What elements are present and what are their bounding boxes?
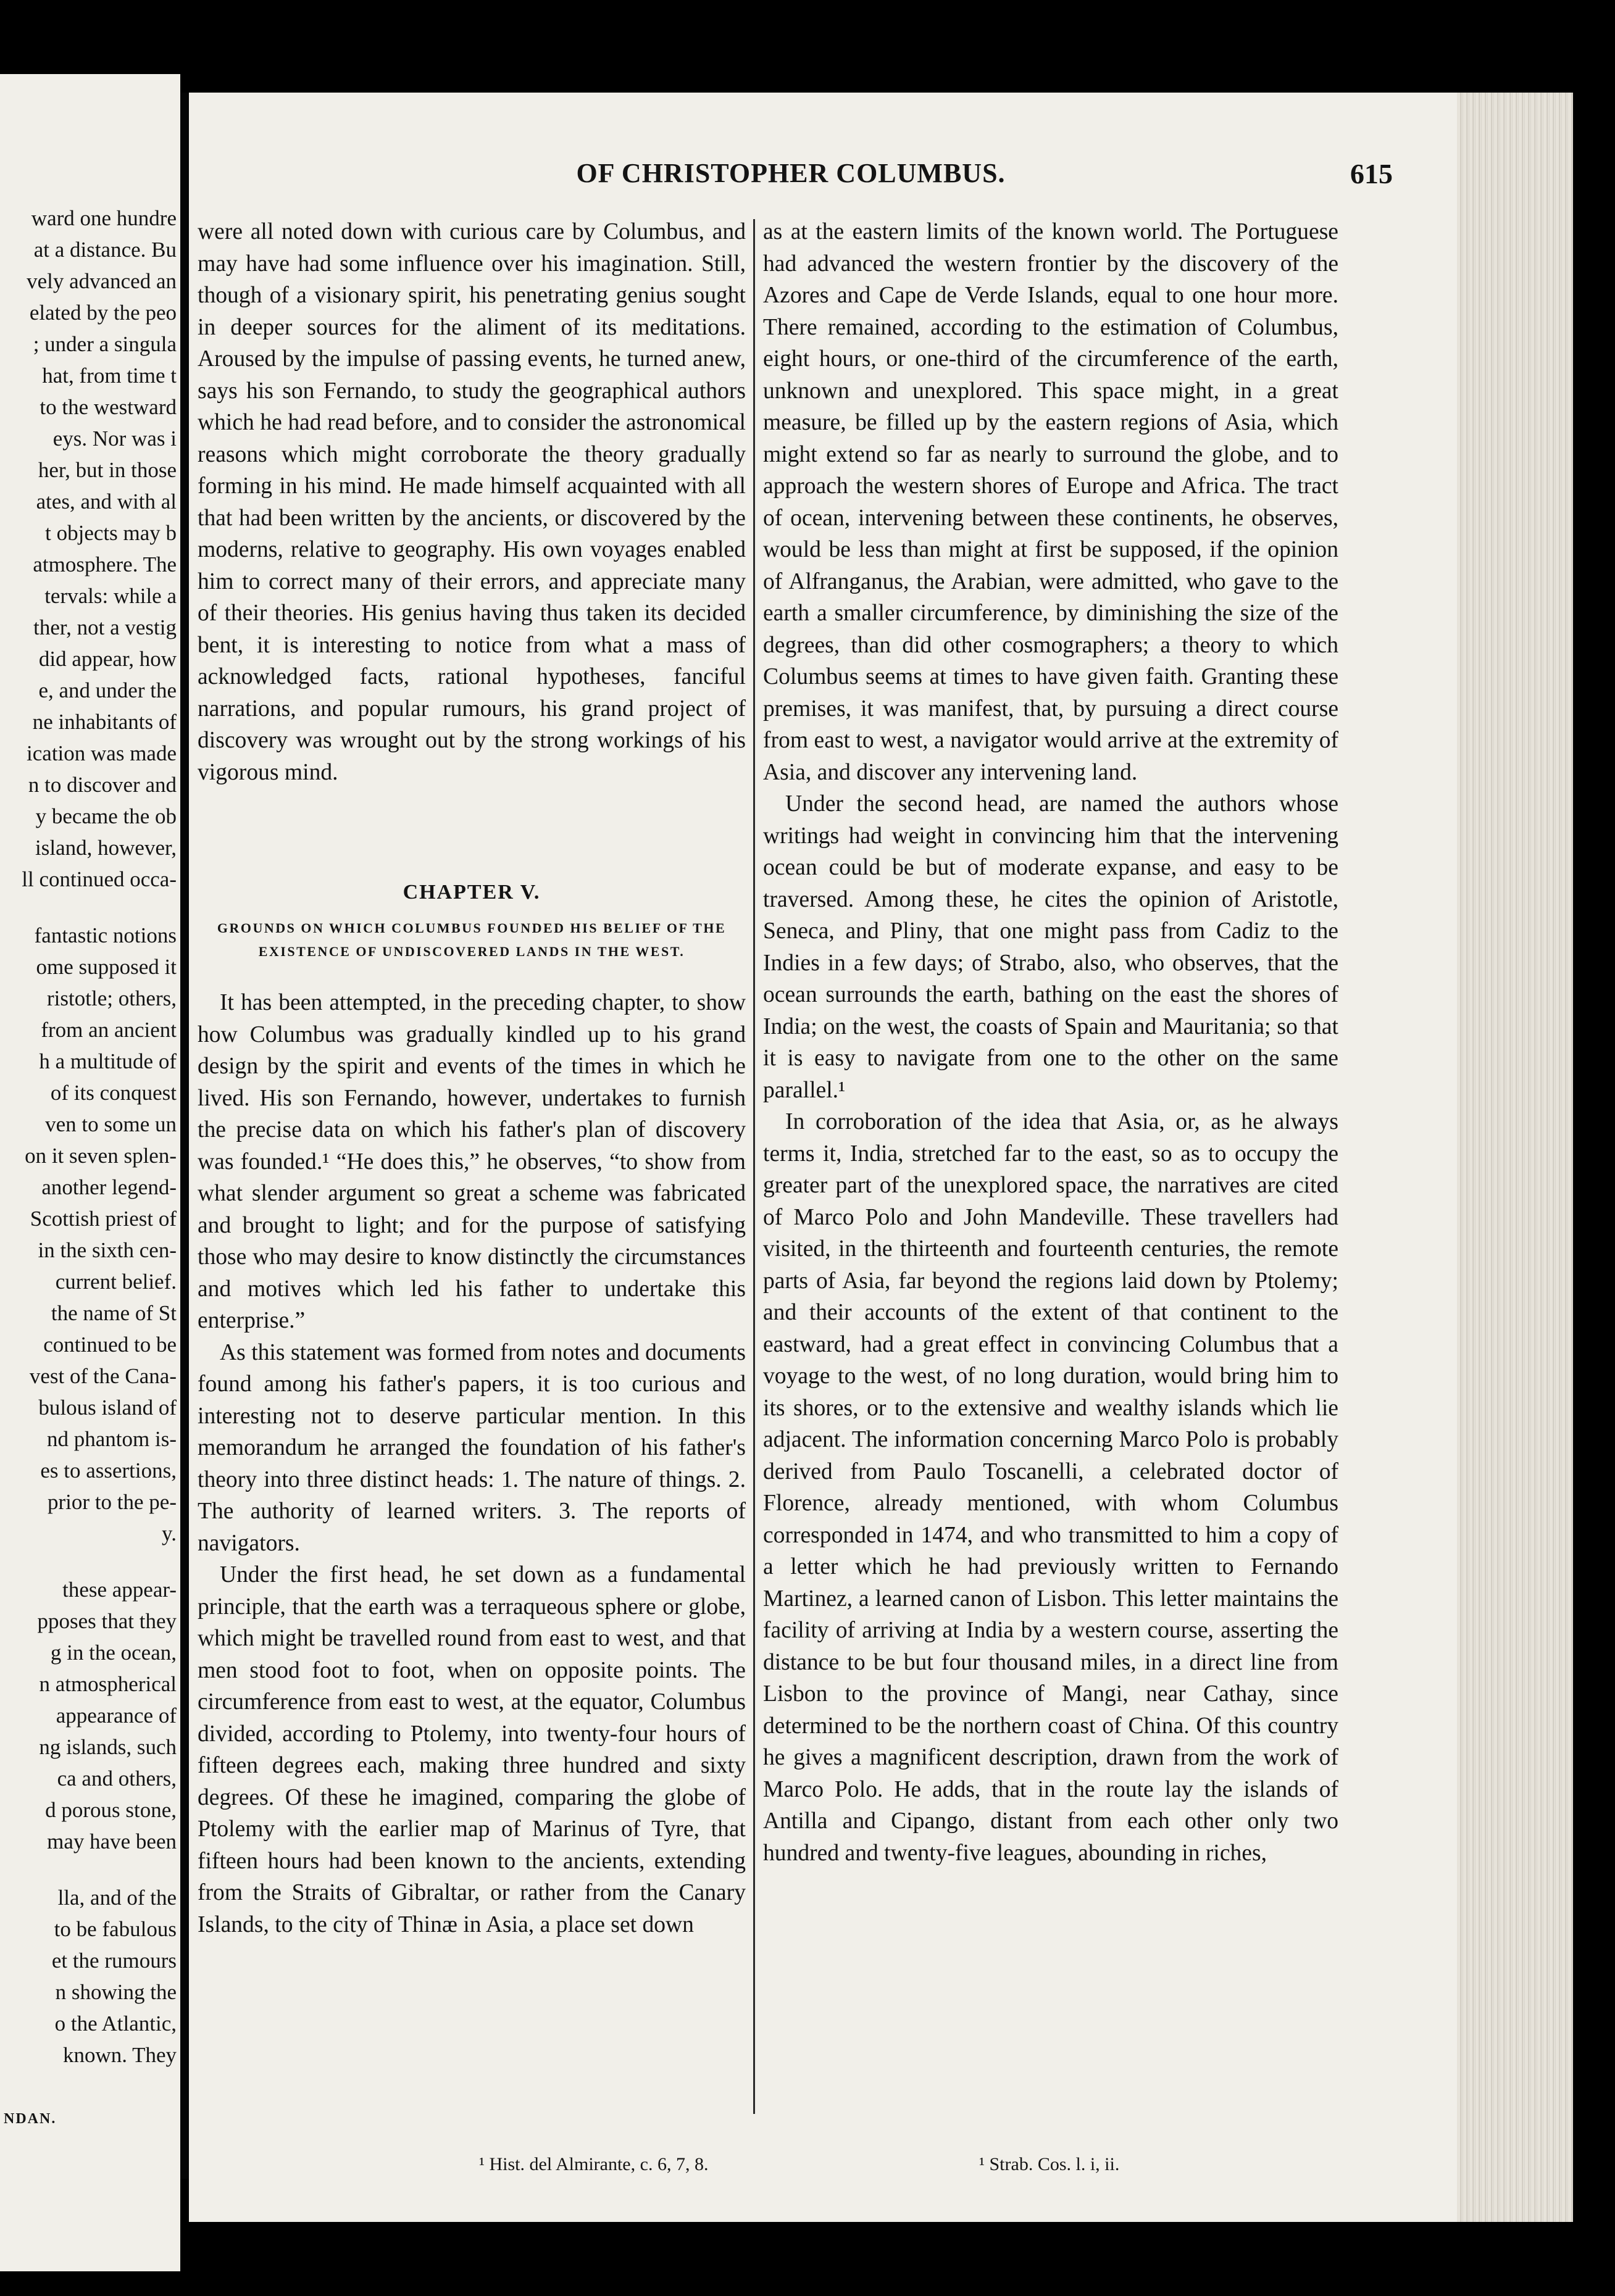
facing-line: n atmospherical bbox=[39, 1672, 177, 1696]
facing-line: from an ancient bbox=[41, 1018, 177, 1042]
facing-line: e, and under the bbox=[38, 678, 177, 702]
facing-line: at a distance. Bu bbox=[33, 238, 177, 262]
facing-line: these appear- bbox=[62, 1578, 177, 1602]
facing-line: continued to be bbox=[43, 1333, 177, 1357]
left-column bbox=[198, 216, 746, 1940]
facing-line: hat, from time t bbox=[42, 364, 177, 388]
facing-line: of its conquest bbox=[50, 1081, 177, 1105]
facing-line: current belief. bbox=[55, 1270, 177, 1294]
facing-line: bulous island of bbox=[38, 1395, 177, 1420]
chapter-summary: GROUNDS ON WHICH COLUMBUS FOUNDED HIS BELIEF OF THE EXISTENCE OF UNDISCOVERED LANDS IN THE WEST. bbox=[217, 920, 727, 959]
facing-line: island, however, bbox=[35, 836, 177, 860]
facing-line: did appear, how bbox=[38, 647, 177, 671]
facing-line: g in the ocean, bbox=[50, 1641, 177, 1665]
facing-line: fantastic notions bbox=[34, 923, 177, 947]
page-edges bbox=[1457, 93, 1573, 2222]
facing-line: y. bbox=[162, 1521, 177, 1545]
running-head bbox=[189, 157, 1393, 194]
facing-line: to the westward bbox=[40, 395, 177, 419]
paragraph: as at the eastern limits of the known world. The Portuguese had advanced the western frontier by the discovery of the Azores and Cape de Verde Islands, equal to one hour more. There remained, according to the estimation of Columbus, eight hours, or one-third of the circumference of the earth, unknown and unexplored. This space might, in a great measure, be filled up by the eastern regions of Asia, which might extend so far as nearly to surround the globe, and to approach the western shores of Europe and Africa. The tract of ocean, intervening between these continents, he observes, would be less than might at first be supposed, if the opinion of Alfranganus, the Arabian, were admitted, who gave to the earth a smaller circumference, by diminishing the size of the degrees, than did other cosmographers; a theory to which Columbus seems at times to have given faith. Granting these premises, it was manifest, that, by pursuing a direct course from east to west, a navigator would arrive at the extremity of Asia, and discover any intervening land. bbox=[763, 219, 1338, 785]
facing-line: ther, not a vestig bbox=[33, 615, 177, 639]
facing-line: y became the ob bbox=[35, 804, 177, 828]
facing-page-footer: NDAN. bbox=[4, 2111, 57, 2127]
facing-line: ll continued occa- bbox=[22, 867, 177, 891]
facing-line: in the sixth cen- bbox=[38, 1238, 177, 1262]
facing-line: her, but in those bbox=[38, 458, 177, 482]
facing-line: Scottish priest of bbox=[30, 1207, 177, 1231]
facing-line-gap bbox=[4, 895, 177, 920]
paragraph: It has been attempted, in the preceding chapter, to show how Columbus was gradually kindled up to his grand design by the spirit and events of the times in which he lived. His son Fernando, however, undertakes to furnish the precise data on which his father's plan of discovery was founded.¹ “He does this,” he observes, “to show from what slender argument so great a scheme was fabricated and brought to light; and for the purpose of satisfying those who may desire to know distinctly the circumstances and motives which led his father to undertake this enterprise.” bbox=[198, 990, 746, 1333]
paragraph: Under the first head, he set down as a fundamental principle, that the earth was a terraqueous sphere or globe, which might be travelled round from east to west, and that men stood foot to foot, when on opposite points. The circumference from east to west, at the equator, Columbus divided, according to Ptolemy, into twenty-four hours of fifteen degrees each, making three hundred and sixty degrees. Of these he imagined, comparing the globe of Ptolemy with the earlier map of Marinus of Tyre, that fifteen hours had been known to the ancients, extending from the Straits of Gibraltar, or rather from the Canary Islands, to the city of Thinæ in Asia, a place set down bbox=[198, 1562, 746, 1937]
facing-line: pposes that they bbox=[37, 1609, 177, 1633]
facing-line: ne inhabitants of bbox=[32, 710, 177, 734]
paragraph: Under the second head, are named the authors whose writings had weight in convincing him that the intervening ocean could be but of moderate expanse, and easy to be traversed. Among these, he cites the opinion of Aristotle, Seneca, and Pliny, that one might pass from Cadiz to the Indies in a few days; of Strabo, also, who observes, that the ocean surrounds the earth, bathing on the east the shores of India; on the west, the coasts of Spain and Mauritania; so that it is easy to navigate from one to the other on the same parallel.¹ bbox=[763, 791, 1338, 1103]
facing-line: to be fabulous bbox=[54, 1917, 177, 1941]
facing-line: ca and others, bbox=[57, 1766, 177, 1791]
facing-line: o the Atlantic, bbox=[54, 2011, 177, 2036]
facing-line: ication was made bbox=[27, 741, 177, 765]
facing-line: vely advanced an bbox=[27, 269, 177, 293]
chapter-title: CHAPTER V. bbox=[403, 881, 541, 904]
facing-line: may have been bbox=[47, 1829, 177, 1853]
facing-line: et the rumours bbox=[51, 1949, 177, 1973]
facing-line: lla, and of the bbox=[57, 1886, 177, 1910]
paragraph: were all noted down with curious care by Columbus, and may have had some influence over his imagination. Still, though of a visionary spirit, his penetrating genius sought in deeper sources for the aliment of its meditations. Aroused by the impulse of passing events, he turned anew, says his son Fernando, to study the geographical authors which he had read before, and to consider the astronomical reasons which might corroborate the theory gradually forming in his mind. He made himself acquainted with all that had been written by the ancients, or discovered by the moderns, relative to geography. His own voyages enabled him to correct many of their errors, and appreciate many of their theories. His genius having thus taken its decided bent, it is interesting to notice from what a mass of acknowledged facts, rational hypotheses, fanciful narrations, and popular rumours, his grand project of discovery was wrought out by the strong workings of his vigorous mind. bbox=[198, 219, 746, 785]
paragraph: As this statement was formed from notes and documents found among his father's papers, it is too curious and interesting not to deserve particular mention. In this memorandum he arranged the foundation of his father's theory into three distinct heads: 1. The nature of things. 2. The authority of learned writers. 3. The reports of navigators. bbox=[198, 1339, 746, 1556]
facing-line: prior to the pe- bbox=[48, 1490, 177, 1514]
facing-line: n to discover and bbox=[28, 773, 177, 797]
facing-line: known. They bbox=[62, 2043, 177, 2067]
facing-line: nd phantom is- bbox=[47, 1427, 177, 1451]
footnote-left: ¹ Hist. del Almirante, c. 6, 7, 8. bbox=[479, 2154, 709, 2174]
column-rule bbox=[753, 219, 755, 2114]
facing-line: n showing the bbox=[55, 1980, 177, 2004]
facing-line: ven to some un bbox=[45, 1112, 177, 1136]
book-gutter bbox=[180, 93, 189, 2179]
facing-line: ristotle; others, bbox=[47, 986, 177, 1010]
facing-line: tervals: while a bbox=[44, 584, 177, 608]
facing-line-gap bbox=[4, 1857, 177, 1882]
facing-line: on it seven splen- bbox=[25, 1144, 177, 1168]
paragraph: In corroboration of the idea that Asia, or, as he always terms it, India, stretched far to the east, so as to occupy the greater part of the unexplored space, the narratives are cited of Marco Polo and John Mandeville. These travellers had visited, in the thirteenth and fourteenth centuries, the remote parts of Asia, far beyond the regions laid down by Ptolemy; and their accounts of the extent of that continent to the eastward, had a great effect in convincing Columbus that a voyage to the west, of no long duration, would bring him to its shores, or to the extensive and wealthy islands which lie adjacent. The information concerning Marco Polo is probably derived from Paulo Toscanelli, a celebrated doctor of Florence, already mentioned, with whom Columbus corresponded in 1474, and who transmitted to him a copy of a letter which he had previously written to Fernando Martinez, a learned canon of Lisbon. This letter maintains the facility of arriving at India by a western course, asserting the distance to be but four thousand miles, in a direct line from Lisbon to the province of Mangi, near Cathay, since determined to be the northern coast of China. Of this country he gives a magnificent description, drawn from the work of Marco Polo. He adds, that in the route lay the islands of Antilla and Cipango, distant from each other only two hundred and twenty-five leagues, abounding in riches, bbox=[763, 1109, 1338, 1866]
facing-line: another legend- bbox=[41, 1175, 177, 1199]
facing-line: d porous stone, bbox=[45, 1798, 177, 1822]
footnote-right: ¹ Strab. Cos. l. i, ii. bbox=[979, 2154, 1120, 2174]
running-title: OF CHRISTOPHER COLUMBUS. bbox=[576, 158, 1006, 188]
right-column bbox=[763, 216, 1338, 1869]
facing-line: h a multitude of bbox=[39, 1049, 177, 1073]
facing-page-text bbox=[4, 202, 177, 2071]
facing-line: elated by the peo bbox=[29, 301, 177, 325]
facing-page bbox=[0, 74, 180, 2271]
facing-line: ward one hundre bbox=[31, 206, 177, 230]
facing-line: eys. Nor was i bbox=[52, 426, 177, 451]
facing-line: ates, and with al bbox=[36, 489, 177, 514]
facing-line: es to assertions, bbox=[40, 1458, 177, 1483]
facing-line: atmosphere. The bbox=[33, 552, 177, 576]
facing-line: t objects may b bbox=[45, 521, 177, 545]
book-page bbox=[189, 93, 1457, 2222]
facing-line: ng islands, such bbox=[39, 1735, 177, 1759]
facing-line: vest of the Cana- bbox=[29, 1364, 177, 1388]
facing-line: ; under a singula bbox=[33, 332, 177, 356]
facing-line: appearance of bbox=[56, 1703, 177, 1728]
page-number: 615 bbox=[1350, 158, 1393, 189]
facing-line-gap bbox=[4, 1549, 177, 1574]
facing-line: ome supposed it bbox=[36, 955, 177, 979]
facing-line: the name of St bbox=[51, 1301, 177, 1325]
